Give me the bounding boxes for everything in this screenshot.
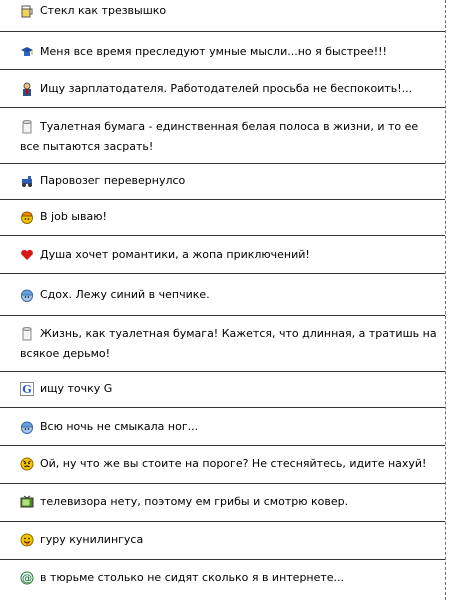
- status-row[interactable]: [0, 522, 445, 560]
- status-text: Ищу зарплатодателя. Работодателей просьба не беспокоить!...: [40, 82, 413, 95]
- status-text: Паровозег перевернулсо: [40, 174, 186, 187]
- status-row[interactable]: [0, 408, 445, 446]
- svg-text:@: @: [22, 573, 32, 585]
- status-row[interactable]: [0, 446, 445, 484]
- status-text: Туалетная бумага - единственная белая полоса в жизни, и то ее все пытаются засрать!: [20, 120, 419, 153]
- status-row[interactable]: [0, 372, 445, 408]
- status-text: гуру кунилингуса: [40, 533, 144, 546]
- status-text: Ой, ну что же вы стоите на пороге? Не стесняйтесь, идите нахуй!: [40, 457, 427, 470]
- status-text: Сдох. Лежу синий в чепчике.: [40, 288, 210, 301]
- status-row[interactable]: [0, 560, 445, 600]
- status-text: В job ываю!: [40, 210, 107, 223]
- status-text: телевизора нету, поэтому ем грибы и смотрю ковер.: [40, 495, 349, 508]
- status-row[interactable]: [0, 0, 445, 32]
- status-row[interactable]: [0, 164, 445, 200]
- svg-text:G: G: [22, 383, 32, 396]
- status-text: Стекл как трезвышко: [40, 4, 167, 17]
- status-text: Всю ночь не смыкала ног...: [40, 420, 199, 433]
- status-row[interactable]: [0, 108, 445, 164]
- status-row[interactable]: [0, 236, 445, 274]
- status-text: Жизнь, как туалетная бумага! Кажется, что длинная, а тратишь на всякое дерьмо!: [20, 327, 437, 360]
- status-row[interactable]: [0, 274, 445, 316]
- status-row[interactable]: [0, 316, 445, 372]
- status-text: ищу точку G: [40, 382, 113, 395]
- status-text: в тюрьме столько не сидят сколько я в интернете...: [40, 571, 345, 584]
- status-row[interactable]: [0, 32, 445, 70]
- status-row[interactable]: [0, 70, 445, 108]
- status-row[interactable]: [0, 484, 445, 522]
- status-text: Меня все время преследуют умные мысли...но я быстрее!!!: [40, 45, 387, 58]
- status-text: Душа хочет романтики, а жопа приключений!: [40, 248, 310, 261]
- status-row[interactable]: [0, 200, 445, 236]
